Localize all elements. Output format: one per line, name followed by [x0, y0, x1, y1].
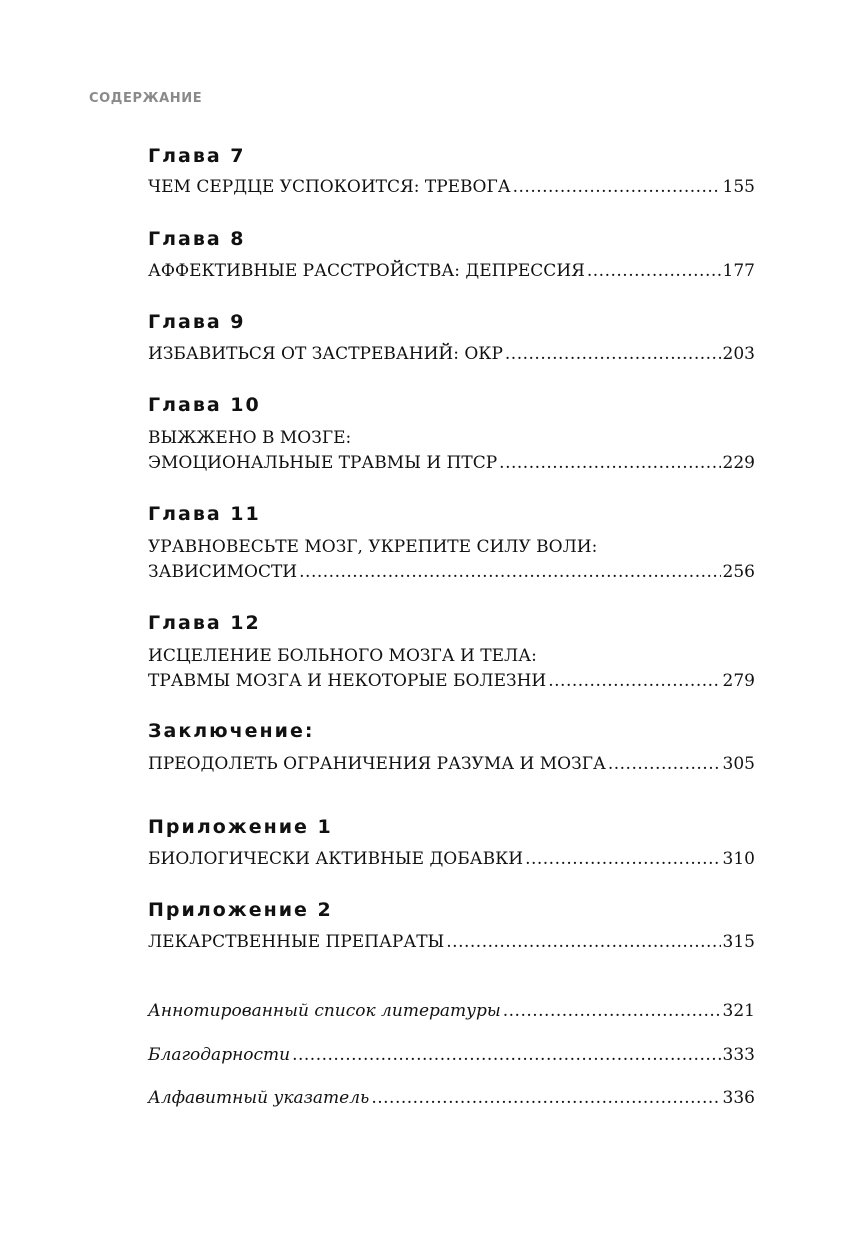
- toc-entry-back-matter[interactable]: [148, 1087, 755, 1109]
- page-number: 256: [722, 562, 755, 582]
- entry-title: ЧЕМ СЕРДЦЕ УСПОКОИТСЯ: ТРЕВОГА: [148, 177, 511, 197]
- entry-title: ПРЕОДОЛЕТЬ ОГРАНИЧЕНИЯ РАЗУМА И МОЗГА: [148, 754, 606, 774]
- dot-leader: [548, 670, 720, 692]
- dot-leader: [608, 753, 721, 775]
- page-number: 310: [722, 849, 755, 869]
- toc-entry[interactable]: [148, 670, 755, 692]
- dot-leader: [299, 561, 720, 583]
- toc-entry-back-matter[interactable]: [148, 1044, 755, 1066]
- page-number: 203: [722, 344, 755, 364]
- toc-entry[interactable]: [148, 343, 755, 365]
- toc-entry[interactable]: [148, 260, 755, 282]
- dot-leader: [371, 1087, 720, 1109]
- dot-leader: [499, 452, 720, 474]
- chapter-heading: Приложение 1: [148, 816, 333, 838]
- entry-title: АФФЕКТИВНЫЕ РАССТРОЙСТВА: ДЕПРЕССИЯ: [148, 261, 585, 281]
- dot-leader: [587, 260, 721, 282]
- chapter-heading: Глава 10: [148, 394, 261, 416]
- page-number: 229: [722, 453, 755, 473]
- entry-title: БИОЛОГИЧЕСКИ АКТИВНЫЕ ДОБАВКИ: [148, 849, 524, 869]
- toc-entry[interactable]: [148, 753, 755, 775]
- dot-leader: [503, 1000, 721, 1022]
- toc-entry[interactable]: [148, 931, 755, 953]
- page-number: 155: [722, 177, 755, 197]
- entry-title: Алфавитный указатель: [148, 1088, 370, 1108]
- toc-entry[interactable]: [148, 452, 755, 474]
- entry-title: Благодарности: [148, 1045, 291, 1065]
- page-number: 305: [722, 754, 755, 774]
- entry-title: ЭМОЦИОНАЛЬНЫЕ ТРАВМЫ И ПТСР: [148, 453, 498, 473]
- toc-entry[interactable]: [148, 176, 755, 198]
- chapter-heading: Заключение:: [148, 720, 315, 742]
- toc-entry-back-matter[interactable]: [148, 1000, 755, 1022]
- dot-leader: [513, 176, 721, 198]
- toc-entry[interactable]: [148, 561, 755, 583]
- page-number: 321: [722, 1001, 755, 1021]
- chapter-heading: Глава 8: [148, 228, 246, 250]
- running-head: СОДЕРЖАНИЕ: [89, 91, 203, 106]
- entry-title-line: ИСЦЕЛЕНИЕ БОЛЬНОГО МОЗГА И ТЕЛА:: [148, 646, 537, 666]
- entry-title: ЗАВИСИМОСТИ: [148, 562, 298, 582]
- page-number: 177: [722, 261, 755, 281]
- toc-entry[interactable]: [148, 848, 755, 870]
- page-number: 315: [722, 932, 755, 952]
- page-number: 333: [722, 1045, 755, 1065]
- chapter-heading: Глава 9: [148, 311, 246, 333]
- dot-leader: [525, 848, 720, 870]
- entry-title: ТРАВМЫ МОЗГА И НЕКОТОРЫЕ БОЛЕЗНИ: [148, 671, 547, 691]
- chapter-heading: Глава 7: [148, 145, 246, 167]
- dot-leader: [505, 343, 721, 365]
- entry-title: ИЗБАВИТЬСЯ ОТ ЗАСТРЕВАНИЙ: ОКР: [148, 344, 503, 364]
- entry-title: ЛЕКАРСТВЕННЫЕ ПРЕПАРАТЫ: [148, 932, 445, 952]
- chapter-heading: Приложение 2: [148, 899, 333, 921]
- entry-title-line: УРАВНОВЕСЬТЕ МОЗГ, УКРЕПИТЕ СИЛУ ВОЛИ:: [148, 537, 598, 557]
- page-number: 279: [722, 671, 755, 691]
- entry-title: Аннотированный список литературы: [148, 1001, 501, 1021]
- chapter-heading: Глава 11: [148, 503, 261, 525]
- chapter-heading: Глава 12: [148, 612, 261, 634]
- dot-leader: [292, 1044, 720, 1066]
- dot-leader: [446, 931, 720, 953]
- page-number: 336: [722, 1088, 755, 1108]
- entry-title-line: ВЫЖЖЕНО В МОЗГЕ:: [148, 428, 352, 448]
